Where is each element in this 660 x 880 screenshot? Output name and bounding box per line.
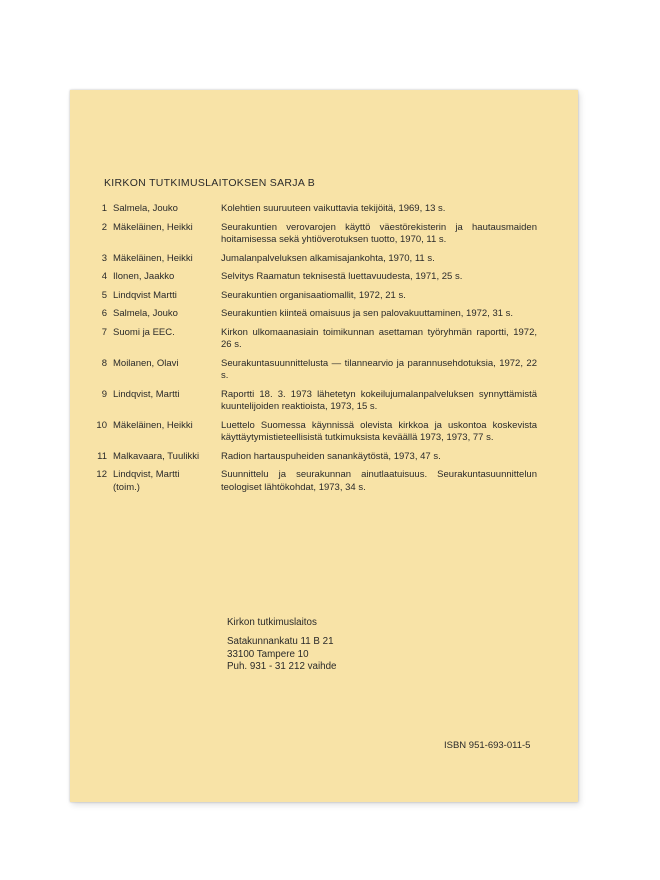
entry-number: 8 [101, 357, 107, 369]
entry-title: Suunnittelu ja seurakunnan ainutlaatuisuus. Seurakuntasuunnittelun teologiset lähtökohdat, 1973, 34 s. [221, 469, 537, 493]
publication-entry [70, 222, 578, 247]
entry-number: 10 [96, 419, 107, 431]
street-address: Satakunnankatu 11 B 21 [227, 635, 334, 647]
postal-city: 33100 Tampere 10 [227, 648, 309, 660]
entry-number: 11 [97, 450, 107, 462]
entry-author: Malkavaara, Tuulikki [113, 450, 200, 462]
entry-title: Radion hartauspuheiden sanankäytöstä, 1973, 47 s. [221, 450, 441, 462]
entry-author: Lindqvist Martti [113, 289, 177, 301]
entry-author: Salmela, Jouko [113, 308, 178, 319]
entry-author: Salmela, Jouko [113, 203, 178, 214]
entry-title: Seurakuntasuunnittelusta — tilannearvio ja parannusehdotuksia, 1972, 22 s. [221, 357, 537, 381]
entry-number: 5 [101, 289, 107, 301]
entry-title: Seurakuntien kiinteä omaisuus ja sen palovakuuttaminen, 1972, 31 s. [221, 308, 514, 319]
publication-entry [70, 253, 578, 266]
publication-entry [70, 308, 578, 321]
series-title: KIRKON TUTKIMUSLAITOKSEN SARJA B [104, 177, 316, 189]
publication-list [70, 203, 578, 494]
entry-number: 3 [101, 252, 107, 264]
entry-title: Selvitys Raamatun teknisestä luettavuudesta, 1971, 25 s. [221, 271, 463, 282]
entry-number: 9 [101, 388, 107, 400]
entry-author: Mäkeläinen, Heikki [113, 252, 193, 264]
publication-entry [70, 389, 578, 414]
entry-number: 4 [101, 271, 107, 282]
entry-title: Jumalanpalveluksen alkamisajankohta, 1970, 11 s. [221, 252, 435, 264]
phone-number: Puh. 931 - 31 212 vaihde [227, 661, 337, 673]
entry-number: 2 [101, 221, 107, 233]
entry-number: 1 [101, 203, 107, 214]
entry-number: 7 [101, 326, 107, 338]
publication-entry [70, 290, 578, 303]
publication-entry [70, 358, 578, 383]
entry-title: Kolehtien suuruuteen vaikuttavia tekijöitä, 1969, 13 s. [221, 203, 446, 214]
isbn: ISBN 951-693-011-5 [444, 740, 531, 751]
entry-number: 12 [96, 469, 107, 480]
entry-author: Ilonen, Jaakko [113, 271, 175, 282]
entry-author: Mäkeläinen, Heikki [113, 419, 193, 431]
publication-entry [70, 420, 578, 445]
entry-title: Kirkon ulkomaanasiain toimikunnan asettaman työryhmän raportti, 1972, 26 s. [221, 326, 537, 350]
publication-entry [70, 451, 578, 464]
publication-entry [70, 271, 578, 284]
publication-entry [70, 469, 578, 494]
publication-entry [70, 203, 578, 216]
publisher-name: Kirkon tutkimuslaitos [227, 617, 317, 628]
entry-author: Lindqvist, Martti (toim.) [113, 469, 180, 493]
publication-entry [70, 327, 578, 352]
entry-author: Suomi ja EEC. [113, 326, 175, 338]
booklet-back-cover [70, 90, 578, 802]
entry-number: 6 [101, 308, 107, 319]
entry-title: Seurakuntien organisaatiomallit, 1972, 21 s. [221, 289, 406, 301]
entry-author: Moilanen, Olavi [113, 357, 179, 369]
publisher-address [227, 617, 336, 674]
entry-title: Seurakuntien verovarojen käyttö väestörekisterin ja hautausmaiden hoitamisessa sekä yhtiöverotuksen tuotto, 1970, 11 s. [221, 221, 537, 245]
entry-title: Raportti 18. 3. 1973 lähetetyn kokeilujumalanpalveluksen synnyttämistä kuuntelijoiden reaktioista, 1973, 15 s. [221, 388, 537, 412]
entry-author: Mäkeläinen, Heikki [113, 221, 193, 233]
entry-author: Lindqvist, Martti [113, 388, 180, 400]
entry-title: Luettelo Suomessa käynnissä olevista kirkkoa ja uskontoa koskevista käyttäytymistieteellisistä tutkimuksista keväällä 1973, 1973, 77 s. [221, 419, 537, 443]
